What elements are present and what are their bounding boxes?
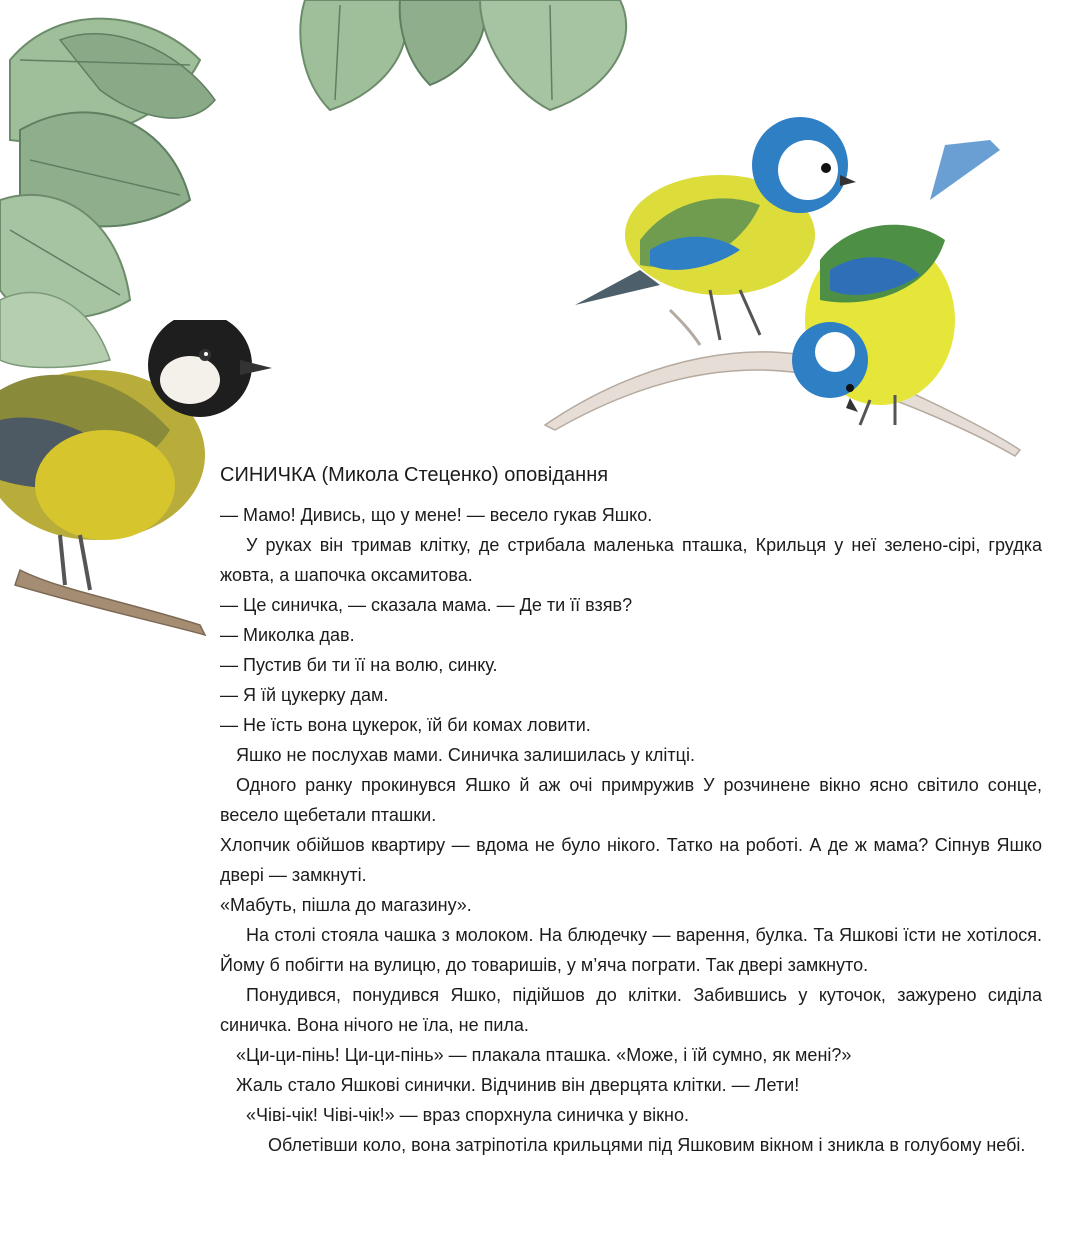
paragraph: «Чіві-чік! Чіві-чік!» — враз спорхнула синичка у вікно.	[246, 1105, 689, 1125]
paragraph: — Не їсть вона цукерок, їй би комах ловити.	[220, 715, 591, 735]
story	[220, 460, 1042, 1160]
paragraph: Хлопчик обійшов квартиру — вдома не було нікого. Татко на роботі. А де ж мама? Сіпнув Яшко двері — замкнуті.	[220, 835, 1042, 885]
paragraph: Облетівши коло, вона затріпотіла крильцями під Яшковим вікном і зникла в голубому небі.	[268, 1135, 1026, 1155]
paragraph: «Мабуть, пішла до магазину».	[220, 895, 472, 915]
paragraph: Одного ранку прокинувся Яшко й аж очі примружив У розчинене вікно ясно світило сонце, весело щебетали пташки.	[220, 775, 1042, 825]
paragraph: — Мамо! Дивись, що у мене! — весело гукав Яшко.	[220, 505, 653, 525]
paragraph: У руках він тримав клітку, де стрибала маленька пташка, Крильця у неї зелено-сірі, грудка жовта, а шапочка оксамитова.	[220, 535, 1042, 585]
story-title: СИНИЧКА (Микола Стеценко) оповідання	[220, 464, 609, 486]
paragraph: Яшко не послухав мами. Синичка залишилась у клітці.	[236, 745, 695, 765]
paragraph: «Ци-ци-пінь! Ци-ци-пінь» — плакала пташка. «Може, і їй сумно, як мені?»	[236, 1045, 852, 1065]
leaves-top	[300, 0, 626, 110]
paragraph: Понудився, понудився Яшко, підійшов до клітки. Забившись у куточок, зажурено сиділа синичка. Вона нічого не їла, не пила.	[220, 985, 1042, 1035]
paragraph: На столі стояла чашка з молоком. На блюдечку — варення, булка. Та Яшкові їсти не хотілося. Йому б побігти на вулицю, до товаришів, у м’яча пограти. Так двері замкнуто.	[220, 925, 1042, 975]
paragraph: Жаль стало Яшкові синички. Відчинив він дверцята клітки. — Лети!	[236, 1075, 800, 1095]
paragraph: — Це синичка, — сказала мама. — Де ти її взяв?	[220, 595, 633, 615]
paragraph: — Я їй цукерку дам.	[220, 685, 389, 705]
paragraph: — Пустив би ти її на волю, синку.	[220, 655, 498, 675]
paragraph: — Миколка дав.	[220, 625, 355, 645]
leaves-cluster	[0, 19, 215, 368]
